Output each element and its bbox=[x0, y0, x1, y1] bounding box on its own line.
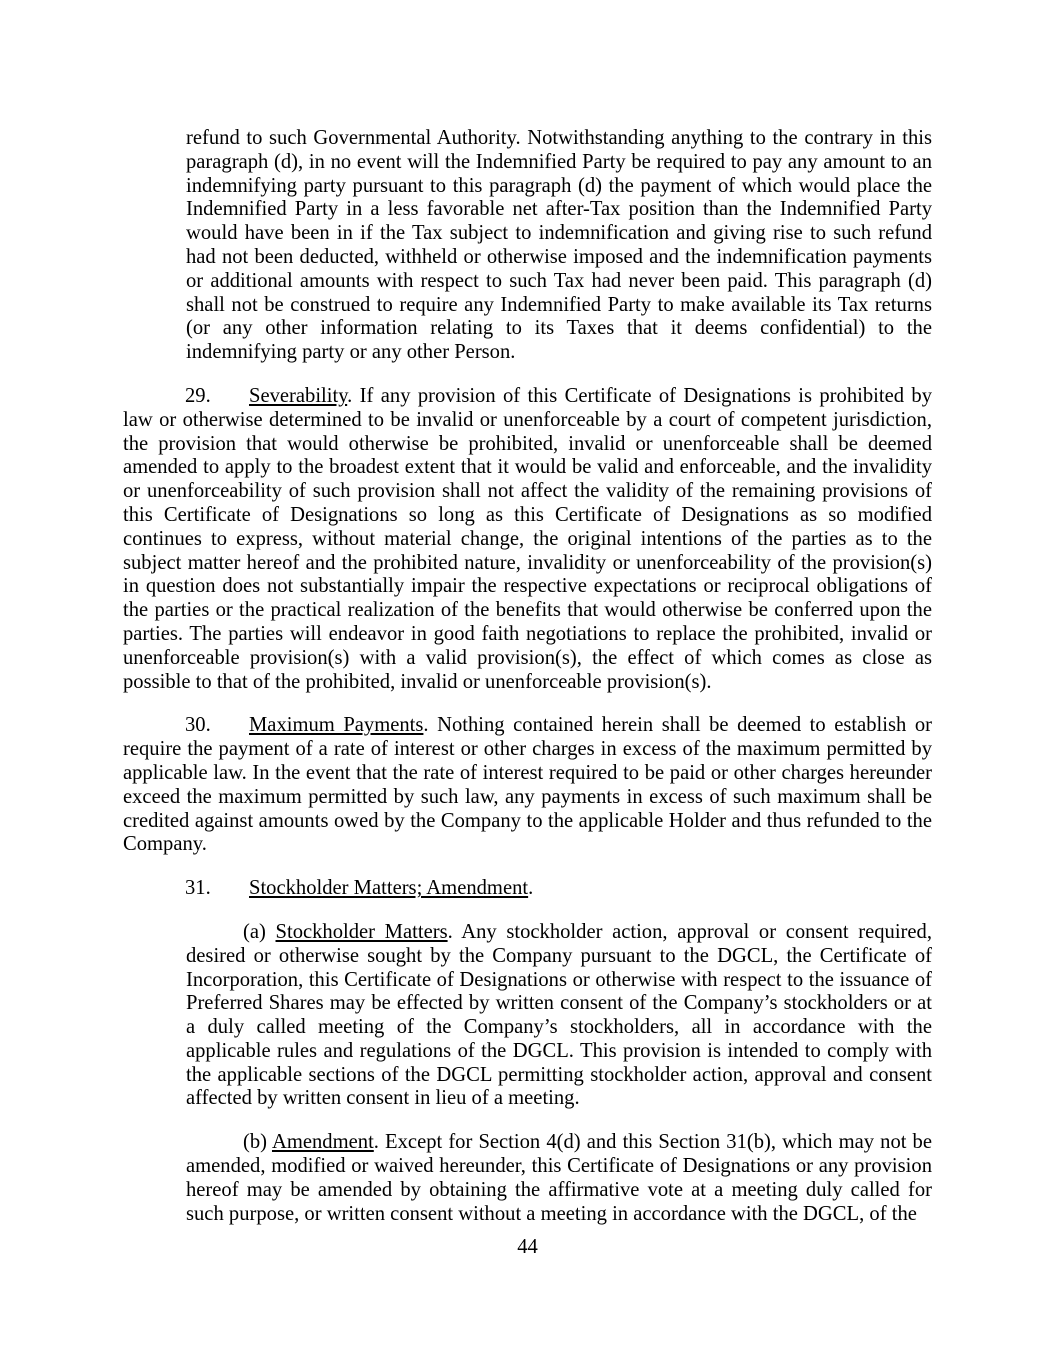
paragraph-continuation-tax-refund: refund to such Governmental Authority. Notwithstanding anything to the contrary in this paragraph (d), in no event will the Indemnified Party be required to pay any amount to an indemnifying party pursuant to this paragraph (d) the payment of which would place the Indemnified Party in a less favorable net after-Tax position than the Indemnified Party would have been in if the Tax subject to indemnification and giving rise to such refund had not been deducted, withheld or otherwise imposed and the indemnification payments or additional amounts with respect to such Tax had never been paid. This paragraph (d) shall not be construed to require any Indemnified Party to make available its Tax returns (or any other information relating to its Taxes that it deems confidential) to the indemnifying party or any other Person. bbox=[186, 127, 932, 364]
subsection-a-body: . Any stockholder action, approval or consent required, desired or otherwise sought by the Company pursuant to the DGCL, the Certificate of Incorporation, this Certificate of Designations or otherwise with respect to the issuance of Preferred Shares may be effected by written consent of the Company’s stockholders or at a duly called meeting of the Company’s stockholders, all in accordance with the applicable rules and regulations of the DGCL. This provision is intended to comply with the applicable sections of the DGCL permitting stockholder action, approval and consent affected by written consent in lieu of a meeting. bbox=[186, 920, 933, 1110]
subsection-a-stockholder-matters-paragraph bbox=[186, 921, 932, 1111]
section-31-number: 31. bbox=[185, 877, 211, 900]
subsection-b-label: (b) bbox=[243, 1131, 268, 1154]
subsection-b-amendment-paragraph bbox=[186, 1131, 932, 1226]
subsection-a-label: (a) bbox=[243, 920, 266, 943]
section-29-number: 29. bbox=[185, 384, 211, 407]
section-31-heading bbox=[123, 877, 932, 901]
page-number: 44 bbox=[517, 1236, 538, 1259]
subsection-b-title: Amendment bbox=[271, 1131, 374, 1154]
section-30-body: . Nothing contained herein shall be deemed to establish or require the payment of a rate of interest or other charges in excess of the maximum permitted by applicable law. In the event that the rate of interest required to be paid or other charges hereunder exceed the maximum permitted by such law, any payments in excess of such maximum shall be credited against amounts owed by the Company to the applicable Holder and thus refunded to the Company. bbox=[123, 714, 932, 856]
section-29-severability-paragraph bbox=[123, 385, 932, 694]
section-31-title: Stockholder Matters; Amendment bbox=[249, 877, 529, 900]
section-29-title: Severability bbox=[249, 384, 348, 407]
section-30-maximum-payments-paragraph bbox=[123, 714, 932, 857]
subsection-b-body: . Except for Section 4(d) and this Section 31(b), which may not be amended, modified or waived hereunder, this Certificate of Designations or any provision hereof may be amended by obtaining the affirmative vote at a meeting duly called for such purpose, or written consent without a meeting in accordance with the DGCL, of the bbox=[186, 1131, 932, 1225]
section-30-title: Maximum Payments bbox=[249, 714, 424, 737]
subsection-a-title: Stockholder Matters bbox=[275, 920, 448, 943]
section-29-body: . If any provision of this Certificate of Designations is prohibited by law or otherwise determined to be invalid or unenforceable by a court of competent jurisdiction, the provision that would otherwise be prohibited, invalid or unenforceable shall be deemed amended to apply to the broadest extent that it would be valid and enforceable, and the invalidity or unenforceability of such provision shall not affect the validity of the remaining provisions of this Certificate of Designations so long as this Certificate of Designations as so modified continues to express, without material change, the original intentions of the parties as to the subject matter hereof and the prohibited nature, invalidity or unenforceability of the provision(s) in question does not substantially impair the respective expectations or reciprocal obligations of the parties or the practical realization of the benefits that would otherwise be conferred upon the parties. The parties will endeavor in good faith negotiations to replace the prohibited, invalid or unenforceable provision(s) with a valid provision(s), the effect of which comes as close as possible to that of the prohibited, invalid or unenforceable provision(s). bbox=[123, 384, 932, 693]
section-30-number: 30. bbox=[185, 714, 211, 737]
section-31-period: . bbox=[528, 877, 534, 900]
